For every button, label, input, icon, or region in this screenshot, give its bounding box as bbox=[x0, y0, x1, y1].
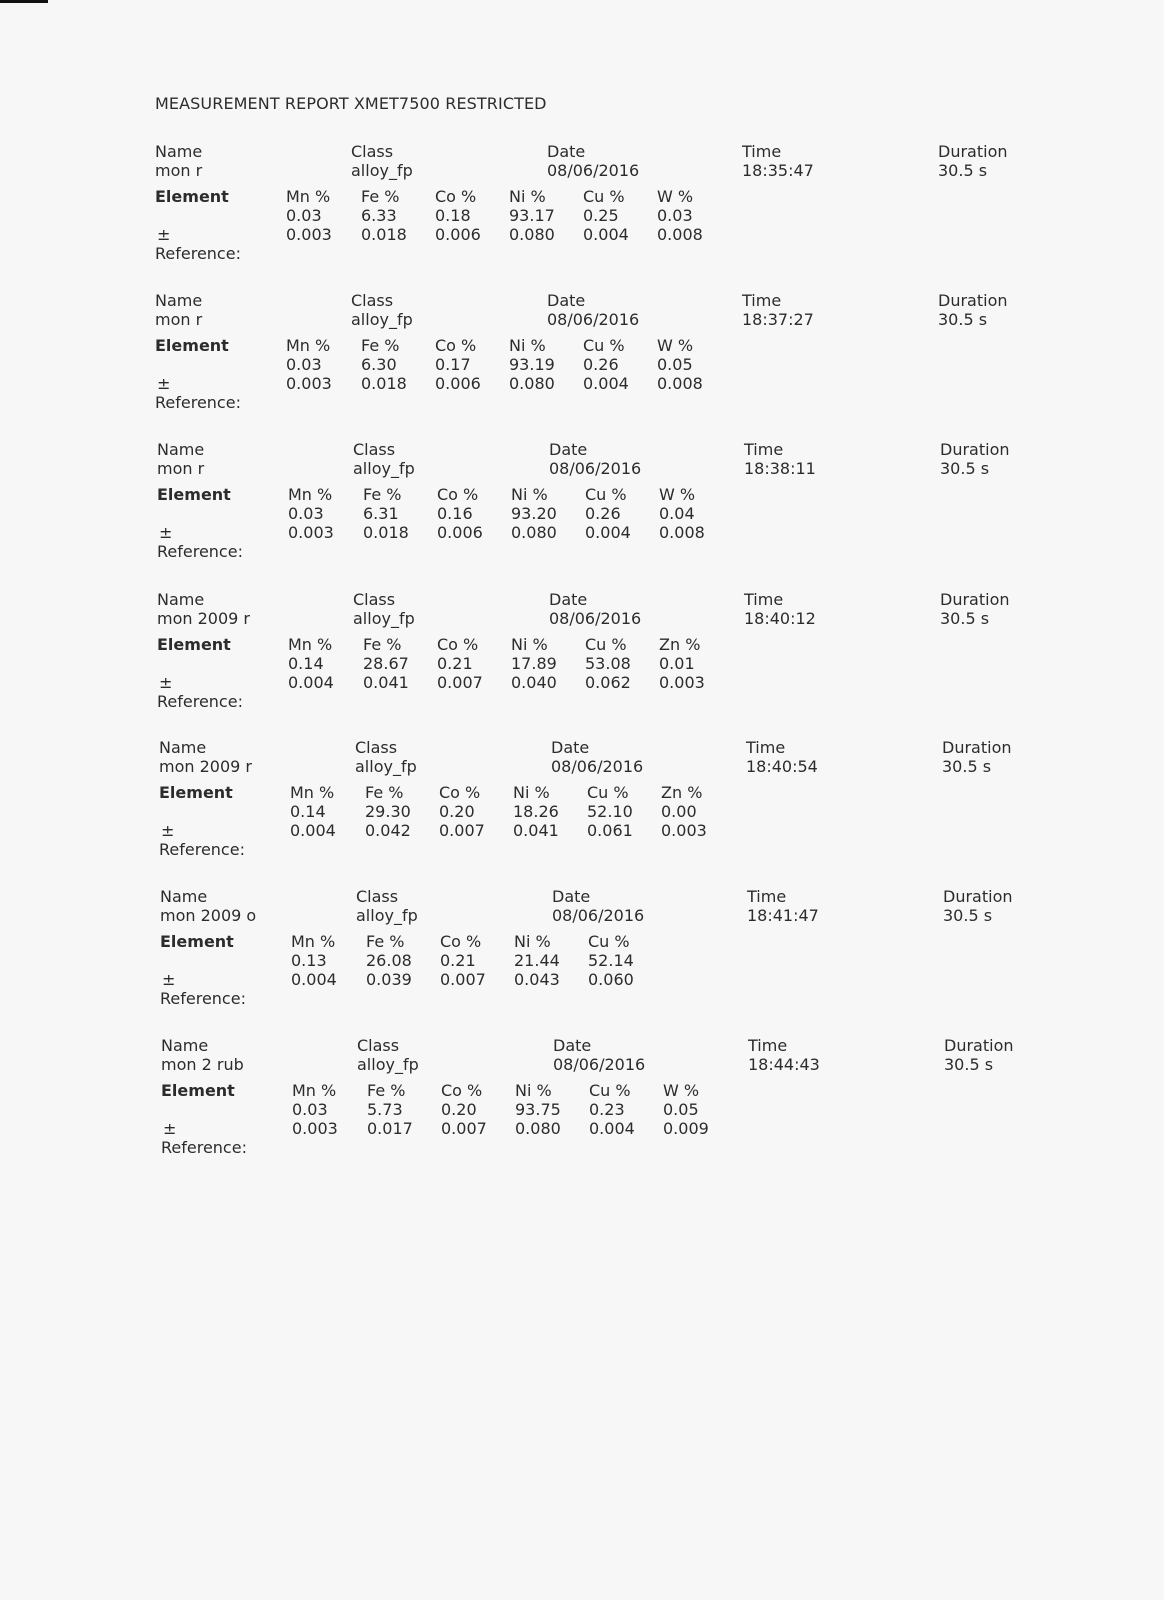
date-label: Date bbox=[553, 1036, 592, 1055]
element-value: 0.05 bbox=[657, 355, 693, 374]
reference-label: Reference: bbox=[157, 692, 243, 711]
date-label: Date bbox=[549, 440, 588, 459]
element-value: 0.03 bbox=[292, 1100, 328, 1119]
date-label: Date bbox=[549, 590, 588, 609]
element-name: Fe % bbox=[363, 485, 402, 504]
sample-name: mon 2009 r bbox=[157, 609, 250, 628]
element-error: 0.018 bbox=[363, 523, 409, 542]
element-value: 0.14 bbox=[288, 654, 324, 673]
time-label: Time bbox=[744, 440, 784, 459]
element-label: Element bbox=[161, 1081, 235, 1100]
element-error: 0.043 bbox=[514, 970, 560, 989]
sample-class: alloy_fp bbox=[355, 757, 417, 776]
element-value: 0.26 bbox=[583, 355, 619, 374]
measurement-record bbox=[161, 1036, 1161, 1166]
element-value: 93.19 bbox=[509, 355, 555, 374]
element-error: 0.062 bbox=[585, 673, 631, 692]
element-value: 0.13 bbox=[291, 951, 327, 970]
element-label: Element bbox=[157, 485, 231, 504]
element-value: 6.31 bbox=[363, 504, 399, 523]
measurement-record bbox=[155, 142, 1155, 272]
element-error: 0.004 bbox=[583, 225, 629, 244]
element-name: Cu % bbox=[585, 635, 627, 654]
element-value: 93.17 bbox=[509, 206, 555, 225]
element-name: Mn % bbox=[291, 932, 336, 951]
element-error: 0.004 bbox=[583, 374, 629, 393]
element-error: 0.041 bbox=[513, 821, 559, 840]
element-error: 0.003 bbox=[286, 225, 332, 244]
date-label: Date bbox=[547, 291, 586, 310]
sample-time: 18:41:47 bbox=[747, 906, 819, 925]
sample-name: mon 2009 r bbox=[159, 757, 252, 776]
scan-edge-mark bbox=[0, 0, 48, 3]
element-name: Co % bbox=[441, 1081, 483, 1100]
measurement-record bbox=[155, 291, 1155, 421]
element-error: 0.003 bbox=[288, 523, 334, 542]
element-error: 0.003 bbox=[292, 1119, 338, 1138]
element-name: Mn % bbox=[288, 485, 333, 504]
element-error: 0.080 bbox=[509, 374, 555, 393]
element-error: 0.042 bbox=[365, 821, 411, 840]
element-label: Element bbox=[157, 635, 231, 654]
element-name: Fe % bbox=[363, 635, 402, 654]
element-name: Co % bbox=[439, 783, 481, 802]
time-label: Time bbox=[746, 738, 786, 757]
element-name: Ni % bbox=[511, 635, 548, 654]
element-name: Ni % bbox=[515, 1081, 552, 1100]
element-name: Cu % bbox=[589, 1081, 631, 1100]
name-label: Name bbox=[155, 142, 203, 161]
date-label: Date bbox=[552, 887, 591, 906]
name-label: Name bbox=[161, 1036, 209, 1055]
element-name: Fe % bbox=[365, 783, 404, 802]
sample-time: 18:38:11 bbox=[744, 459, 816, 478]
element-error: 0.008 bbox=[659, 523, 705, 542]
element-name: W % bbox=[657, 187, 694, 206]
duration-label: Duration bbox=[938, 142, 1008, 161]
class-label: Class bbox=[353, 440, 396, 459]
sample-name: mon 2009 o bbox=[160, 906, 257, 925]
sample-duration: 30.5 s bbox=[944, 1055, 994, 1074]
time-label: Time bbox=[747, 887, 787, 906]
element-value: 21.44 bbox=[514, 951, 560, 970]
element-name: Cu % bbox=[587, 783, 629, 802]
element-error: 0.006 bbox=[435, 374, 481, 393]
sample-class: alloy_fp bbox=[353, 609, 415, 628]
element-name: Zn % bbox=[659, 635, 701, 654]
sample-time: 18:40:12 bbox=[744, 609, 816, 628]
element-value: 0.26 bbox=[585, 504, 621, 523]
element-value: 0.04 bbox=[659, 504, 695, 523]
element-name: Mn % bbox=[288, 635, 333, 654]
element-name: Mn % bbox=[290, 783, 335, 802]
sample-date: 08/06/2016 bbox=[552, 906, 645, 925]
sample-duration: 30.5 s bbox=[938, 161, 988, 180]
element-name: Cu % bbox=[583, 336, 625, 355]
element-value: 93.75 bbox=[515, 1100, 561, 1119]
time-label: Time bbox=[748, 1036, 788, 1055]
element-name: Ni % bbox=[514, 932, 551, 951]
element-name: Cu % bbox=[585, 485, 627, 504]
element-error: 0.003 bbox=[659, 673, 705, 692]
plus-minus-label: ± bbox=[163, 1119, 177, 1138]
sample-date: 08/06/2016 bbox=[553, 1055, 646, 1074]
sample-name: mon r bbox=[155, 161, 203, 180]
element-value: 0.00 bbox=[661, 802, 697, 821]
name-label: Name bbox=[157, 590, 205, 609]
sample-class: alloy_fp bbox=[356, 906, 418, 925]
element-label: Element bbox=[155, 187, 229, 206]
element-name: Co % bbox=[435, 187, 477, 206]
element-error: 0.003 bbox=[661, 821, 707, 840]
plus-minus-label: ± bbox=[159, 523, 173, 542]
sample-time: 18:40:54 bbox=[746, 757, 818, 776]
duration-label: Duration bbox=[940, 440, 1010, 459]
name-label: Name bbox=[155, 291, 203, 310]
sample-time: 18:44:43 bbox=[748, 1055, 820, 1074]
element-name: Zn % bbox=[661, 783, 703, 802]
element-error: 0.018 bbox=[361, 374, 407, 393]
element-error: 0.007 bbox=[439, 821, 485, 840]
element-value: 26.08 bbox=[366, 951, 412, 970]
element-error: 0.004 bbox=[290, 821, 336, 840]
element-error: 0.008 bbox=[657, 225, 703, 244]
element-error: 0.009 bbox=[663, 1119, 709, 1138]
reference-label: Reference: bbox=[159, 840, 245, 859]
element-error: 0.080 bbox=[515, 1119, 561, 1138]
name-label: Name bbox=[159, 738, 207, 757]
element-value: 0.18 bbox=[435, 206, 471, 225]
reference-label: Reference: bbox=[161, 1138, 247, 1157]
element-value: 0.03 bbox=[657, 206, 693, 225]
element-value: 28.67 bbox=[363, 654, 409, 673]
element-value: 0.03 bbox=[286, 355, 322, 374]
element-value: 17.89 bbox=[511, 654, 557, 673]
measurement-record bbox=[157, 440, 1157, 570]
element-value: 0.20 bbox=[439, 802, 475, 821]
class-label: Class bbox=[351, 291, 394, 310]
duration-label: Duration bbox=[938, 291, 1008, 310]
element-value: 52.10 bbox=[587, 802, 633, 821]
element-error: 0.017 bbox=[367, 1119, 413, 1138]
element-error: 0.004 bbox=[585, 523, 631, 542]
plus-minus-label: ± bbox=[157, 225, 171, 244]
element-value: 6.33 bbox=[361, 206, 397, 225]
element-value: 0.03 bbox=[288, 504, 324, 523]
element-value: 93.20 bbox=[511, 504, 557, 523]
element-name: Fe % bbox=[366, 932, 405, 951]
sample-duration: 30.5 s bbox=[942, 757, 992, 776]
element-error: 0.039 bbox=[366, 970, 412, 989]
duration-label: Duration bbox=[944, 1036, 1014, 1055]
element-name: Ni % bbox=[513, 783, 550, 802]
plus-minus-label: ± bbox=[161, 821, 175, 840]
element-error: 0.018 bbox=[361, 225, 407, 244]
element-value: 0.20 bbox=[441, 1100, 477, 1119]
element-name: Co % bbox=[437, 485, 479, 504]
class-label: Class bbox=[351, 142, 394, 161]
element-error: 0.006 bbox=[435, 225, 481, 244]
measurement-record bbox=[160, 887, 1160, 1017]
date-label: Date bbox=[551, 738, 590, 757]
sample-date: 08/06/2016 bbox=[547, 310, 640, 329]
element-error: 0.004 bbox=[291, 970, 337, 989]
sample-date: 08/06/2016 bbox=[549, 609, 642, 628]
element-value: 0.17 bbox=[435, 355, 471, 374]
element-name: Ni % bbox=[509, 336, 546, 355]
class-label: Class bbox=[355, 738, 398, 757]
element-name: W % bbox=[657, 336, 694, 355]
duration-label: Duration bbox=[943, 887, 1013, 906]
class-label: Class bbox=[357, 1036, 400, 1055]
sample-name: mon 2 rub bbox=[161, 1055, 244, 1074]
element-name: Cu % bbox=[588, 932, 630, 951]
element-value: 0.05 bbox=[663, 1100, 699, 1119]
sample-duration: 30.5 s bbox=[940, 459, 990, 478]
time-label: Time bbox=[742, 142, 782, 161]
reference-label: Reference: bbox=[155, 244, 241, 263]
measurement-record bbox=[159, 738, 1159, 868]
element-name: Co % bbox=[440, 932, 482, 951]
element-value: 18.26 bbox=[513, 802, 559, 821]
name-label: Name bbox=[157, 440, 205, 459]
element-name: Co % bbox=[437, 635, 479, 654]
sample-date: 08/06/2016 bbox=[551, 757, 644, 776]
element-value: 0.21 bbox=[437, 654, 473, 673]
date-label: Date bbox=[547, 142, 586, 161]
duration-label: Duration bbox=[942, 738, 1012, 757]
element-error: 0.008 bbox=[657, 374, 703, 393]
reference-label: Reference: bbox=[160, 989, 246, 1008]
class-label: Class bbox=[356, 887, 399, 906]
element-name: Ni % bbox=[509, 187, 546, 206]
plus-minus-label: ± bbox=[162, 970, 176, 989]
element-error: 0.040 bbox=[511, 673, 557, 692]
element-name: Mn % bbox=[292, 1081, 337, 1100]
sample-duration: 30.5 s bbox=[940, 609, 990, 628]
element-value: 0.14 bbox=[290, 802, 326, 821]
sample-date: 08/06/2016 bbox=[549, 459, 642, 478]
element-name: Mn % bbox=[286, 336, 331, 355]
reference-label: Reference: bbox=[157, 542, 243, 561]
element-value: 0.23 bbox=[589, 1100, 625, 1119]
element-label: Element bbox=[160, 932, 234, 951]
element-value: 0.01 bbox=[659, 654, 695, 673]
element-error: 0.080 bbox=[511, 523, 557, 542]
element-error: 0.061 bbox=[587, 821, 633, 840]
element-label: Element bbox=[155, 336, 229, 355]
element-error: 0.004 bbox=[589, 1119, 635, 1138]
element-value: 53.08 bbox=[585, 654, 631, 673]
sample-class: alloy_fp bbox=[351, 161, 413, 180]
element-error: 0.004 bbox=[288, 673, 334, 692]
sample-class: alloy_fp bbox=[351, 310, 413, 329]
sample-duration: 30.5 s bbox=[943, 906, 993, 925]
element-name: Ni % bbox=[511, 485, 548, 504]
element-value: 0.25 bbox=[583, 206, 619, 225]
element-value: 5.73 bbox=[367, 1100, 403, 1119]
sample-date: 08/06/2016 bbox=[547, 161, 640, 180]
sample-time: 18:37:27 bbox=[742, 310, 814, 329]
element-value: 0.03 bbox=[286, 206, 322, 225]
element-error: 0.007 bbox=[437, 673, 483, 692]
element-error: 0.003 bbox=[286, 374, 332, 393]
report-title: MEASUREMENT REPORT XMET7500 RESTRICTED bbox=[155, 94, 547, 113]
sample-name: mon r bbox=[155, 310, 203, 329]
element-error: 0.060 bbox=[588, 970, 634, 989]
time-label: Time bbox=[744, 590, 784, 609]
element-name: Co % bbox=[435, 336, 477, 355]
element-label: Element bbox=[159, 783, 233, 802]
element-error: 0.080 bbox=[509, 225, 555, 244]
element-value: 0.16 bbox=[437, 504, 473, 523]
sample-class: alloy_fp bbox=[357, 1055, 419, 1074]
element-value: 6.30 bbox=[361, 355, 397, 374]
element-error: 0.041 bbox=[363, 673, 409, 692]
element-value: 0.21 bbox=[440, 951, 476, 970]
duration-label: Duration bbox=[940, 590, 1010, 609]
sample-class: alloy_fp bbox=[353, 459, 415, 478]
element-error: 0.007 bbox=[440, 970, 486, 989]
element-name: Fe % bbox=[361, 336, 400, 355]
measurement-record bbox=[157, 590, 1157, 720]
name-label: Name bbox=[160, 887, 208, 906]
sample-time: 18:35:47 bbox=[742, 161, 814, 180]
time-label: Time bbox=[742, 291, 782, 310]
element-name: Mn % bbox=[286, 187, 331, 206]
sample-name: mon r bbox=[157, 459, 205, 478]
plus-minus-label: ± bbox=[159, 673, 173, 692]
element-name: Fe % bbox=[367, 1081, 406, 1100]
plus-minus-label: ± bbox=[157, 374, 171, 393]
element-name: W % bbox=[663, 1081, 700, 1100]
element-name: W % bbox=[659, 485, 696, 504]
sample-duration: 30.5 s bbox=[938, 310, 988, 329]
reference-label: Reference: bbox=[155, 393, 241, 412]
element-name: Fe % bbox=[361, 187, 400, 206]
element-error: 0.006 bbox=[437, 523, 483, 542]
element-error: 0.007 bbox=[441, 1119, 487, 1138]
element-value: 29.30 bbox=[365, 802, 411, 821]
element-value: 52.14 bbox=[588, 951, 634, 970]
element-name: Cu % bbox=[583, 187, 625, 206]
class-label: Class bbox=[353, 590, 396, 609]
